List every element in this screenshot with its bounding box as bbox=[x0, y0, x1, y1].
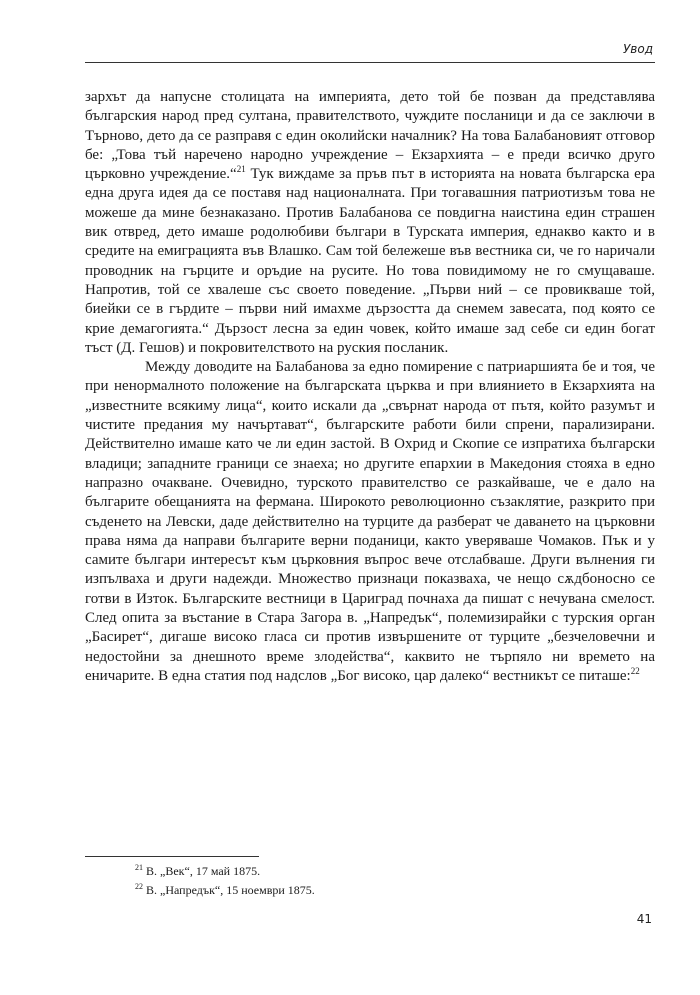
running-header-title: Увод bbox=[622, 42, 653, 56]
footnote-ref-21: 21 bbox=[236, 164, 246, 175]
footnote-number: 22 bbox=[135, 882, 143, 891]
footnote-21 bbox=[135, 862, 315, 881]
page-number: 41 bbox=[636, 912, 652, 926]
footnote-number: 21 bbox=[135, 863, 143, 872]
paragraph-1 bbox=[85, 88, 655, 358]
body-text bbox=[85, 88, 655, 686]
text-segment: зархът да напусне столицата на империята, дето той бе позван да представлява българския народ пред султана, правителството, чуждите посланици и да се заключи в Търново, дето да се разправя с един околийски началник? На това Балабановият отговор бе: „Това тъй наречено народно учреждение – Екзархията – е преди всичко друго църковно учреждение.“ bbox=[85, 89, 655, 183]
footnote-22 bbox=[135, 881, 315, 900]
header-rule bbox=[85, 62, 655, 63]
footnote-text: В. „Век“, 17 май 1875. bbox=[143, 864, 261, 878]
footnote-ref-22: 22 bbox=[630, 665, 640, 676]
footnote-text: В. „Напредък“, 15 ноември 1875. bbox=[143, 883, 315, 897]
footnote-rule bbox=[85, 856, 259, 857]
footnotes bbox=[135, 862, 315, 900]
text-segment: Между доводите на Балабанова за едно помирение с патриаршията бе и тоя, че при ненормалното положение на българската църква и при влиянието в Екзархията на „известните всякиму лица“, които искали да „свърнат народа от пътя, който разумът и чистите предания му начъртават“, българските работи били спрени, парализирани. Действително имаше като че ли един застой. В Охрид и Скопие се изпратиха български владици; западните граници се знаеха; но другите епархии в Македония стояха в едно напразно очакване. Очевидно, турското правителство се разкайваше, че е дало на българите обещанията на фермана. Широкото революционно съзаклятие, разкрито при съденето на Левски, даде действително на турците да разберат че даването на църковни права няма да направи българите верни поданици, както уверяваше Чомаков. Пък и у самите българи интересът към църковния въпрос вече отслабваше. Други вълнения ги изпълваха и други надежди. Множество признаци показваха, че нещо сѫдбоносно се готви в Изток. Българските вестници в Цариград почнаха да пишат с нечувана смелост. След опита за въстание в Стара Загора в. „Напредък“, полемизирайки с турския орган „Басирет“, дигаше високо гласа си против извършените от турците „безчеловечни и недостойни за днешното време злодейства“, каквито не търпяло ни времето на еничарите. В една статия под надслов „Бог високо, цар далеко“ вестникът се питаше: bbox=[85, 359, 655, 684]
text-segment: Тук виждаме за пръв път в историята на новата българска ера една друга идея да се поставя над националната. При тогавашния патриотизъм това не можеше да мине безнаказано. Против Балабанова се повдигна наистина един страшен вик отвред, дето имаше родолюбиви българи в Турската империя, еднакво както и в средите на емиграцията във Влашко. Сам той бележеше във вестника си, че го наричали проводник на гърците и оръдие на русите. Но това повидимому не го смущаваше. Напротив, той се хвалеше със своето поведение. „Първи ний – се провикваше той, биейки се в гърдите – първи ний имахме дързостта да снемем завесата, под която се крие демагогията.“ Дързост лесна за един човек, който имаше зад себе си един богат тъст (Д. Гешов) и покровителството на руския посланик. bbox=[85, 166, 655, 356]
paragraph-2 bbox=[85, 358, 655, 686]
